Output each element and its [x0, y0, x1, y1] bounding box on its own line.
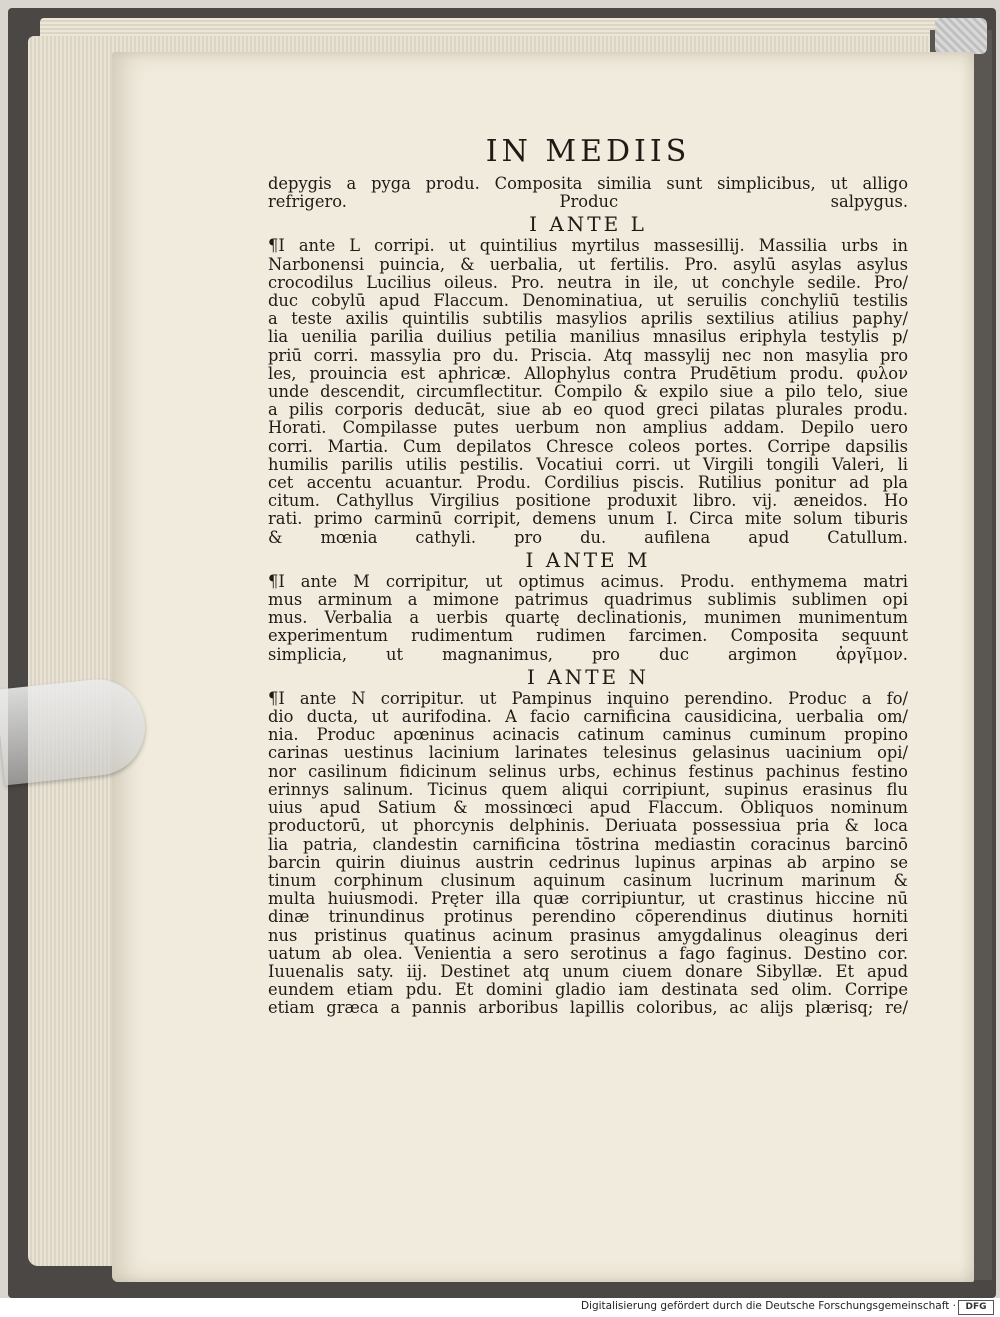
text-line: uius apud Satium & mossinœci apud Flaccum. Obliquos nominum — [268, 798, 908, 818]
text-line: les, prouincia est aphricæ. Allophylus contra Prudētium produ. φυλον — [268, 363, 908, 383]
footer-bar — [0, 1298, 1000, 1317]
text-line: nia. Produc apœninus acinacis catinum caminus cuminum propino — [268, 725, 908, 745]
section-heading: I ANTE N — [527, 664, 649, 689]
text-line: unde descendit, circumflectitur. Compilo & expilo siue a pilo telo, siue — [268, 382, 908, 402]
text-line: rati. primo carminū corripit, demens unum I. Circa mite solum tiburis — [268, 509, 908, 529]
text-line: dinæ trinundinus protinus perendino cōperendinus diutinus horniti — [268, 907, 908, 927]
text-line: mus. Verbalia a uerbis quartę declinationis, munimen munimentum — [268, 608, 908, 628]
text-line: uatum ab olea. Venientia a sero serotinus a fago faginus. Destino cor. — [268, 943, 908, 963]
text-line: duc cobylū apud Flaccum. Denominatiua, ut seruilis conchyliū testilis — [268, 291, 908, 311]
text-line: humilis parilis utilis pestilis. Vocatiui corri. ut Virgili tongili Valeri, li — [268, 454, 908, 474]
text-line: priū corri. massylia pro du. Priscia. Atq massylij nec non masylia pro — [268, 345, 908, 365]
section-heading: I ANTE M — [525, 547, 651, 572]
text-line: cet accentu acuantur. Produ. Cordilius piscis. Rutilius ponitur ad pla — [268, 473, 908, 493]
footer-credit: Digitalisierung gefördert durch die Deutsche Forschungsgemeinschaft · — [580, 1300, 956, 1312]
cloth-weight — [935, 18, 987, 54]
text-line: Narbonensi puincia, & uerbalia, ut fertilis. Pro. asylū asylas asylus — [268, 254, 908, 274]
text-line: ¶I ante L corripi. ut quintilius myrtilus massesillij. Massilia urbs in — [268, 236, 908, 256]
text-block — [268, 134, 908, 1018]
text-line: ¶I ante M corripitur, ut optimus acimus. Produ. enthymema matri — [268, 571, 908, 591]
text-line: crocodilus Lucilius oileus. Pro. neutra in ile, ut conchyle sedile. Pro/ — [268, 272, 908, 292]
text-line: etiam græca a pannis arboribus lapillis coloribus, ac alijs plærisq; re/ — [268, 998, 908, 1018]
text-line: simplicia, ut magnanimus, pro duc argimon ἀργῖμον. — [268, 644, 908, 664]
sections-container — [268, 175, 908, 1018]
text-line: multa huiusmodi. Pręter illa quæ corripiuntur, ut crastinus hiccine nū — [268, 889, 908, 909]
text-line: corri. Martia. Cum depilatos Chresce coleos portes. Corripe dapsilis — [268, 436, 908, 456]
text-line: Horati. Compilasse putes uerbum non amplius addam. Depilo uero — [268, 418, 908, 438]
text-line: depygis a pyga produ. Composita similia sunt simplicibus, ut alligo — [268, 174, 908, 193]
text-line: mus arminum a mimone patrimus quadrimus sublimis sublimen opi — [268, 590, 908, 610]
text-line: barcin quirin diuinus austrin cedrinus lupinus arpinas ab arpino se — [268, 852, 908, 872]
dfg-logo: DFG — [958, 1300, 994, 1315]
text-line: a teste axilis quintilis subtilis masylios aprilis sextilius atilius paphy/ — [268, 309, 908, 329]
text-line: lia patria, clandestin carnificina tōstrina mediastin coracinus barcinō — [268, 834, 908, 854]
text-line: experimentum rudimentum rudimen farcimen. Composita sequunt — [268, 626, 908, 646]
text-line: Iuuenalis saty. iij. Destinet atq unum ciuem donare Sibyllæ. Et apud — [268, 961, 908, 981]
text-line: productorū, ut phorcynis delphinis. Deriuata possessiua pria & loca — [268, 816, 908, 836]
text-line: a pilis corporis deducāt, siue ab eo quod greci pilatas plurales produ. — [268, 400, 908, 420]
text-line: erinnys salinum. Ticinus quem aliqui corripiunt, supinus erasinus flu — [268, 779, 908, 799]
text-line: eundem etiam pdu. Et domini gladio iam destinata sed olim. Corripe — [268, 980, 908, 1000]
section-heading: I ANTE L — [529, 212, 647, 237]
text-line: ¶I ante N corripitur. ut Pampinus inquino perendino. Produc a fo/ — [268, 688, 908, 708]
running-head: IN MEDIIS — [485, 134, 691, 169]
text-line: citum. Cathyllus Virgilius positione produxit libro. vij. æneidos. Ho — [268, 491, 908, 511]
text-line: nor casilinum fidicinum selinus urbs, echinus festinus pachinus festino — [268, 761, 908, 781]
text-line: nus pristinus quatinus acinum prasinus amygdalinus oleaginus deri — [268, 925, 908, 945]
text-line: dio ducta, ut aurifodina. A facio carnificina causidicina, uerbalia om/ — [268, 707, 908, 727]
text-line: refrigero. Produc salpygus. — [268, 192, 908, 212]
text-line: tinum corphinum clusinum aquinum casinum lucrinum marinum & — [268, 870, 908, 890]
text-line: carinas uestinus lacinium larinates telesinus gelasinus uacinium opi/ — [268, 743, 908, 763]
text-line: lia uenilia parilia duilius petilia manilius mnasilus eriphyla testylis p/ — [268, 327, 908, 347]
text-line: & mœnia cathyli. pro du. aufilena apud Catullum. — [268, 527, 908, 547]
